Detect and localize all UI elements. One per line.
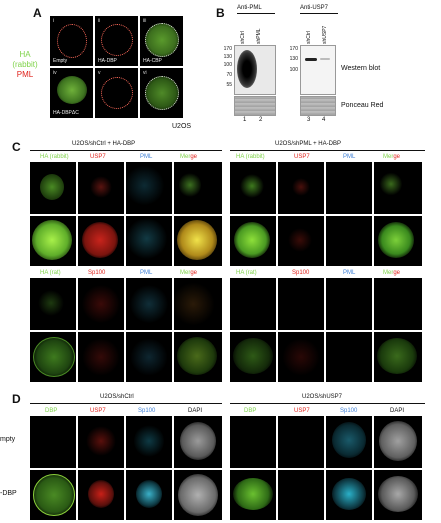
col-header-ha-rat: HA (rat) xyxy=(40,270,61,276)
panel-c-right-rule xyxy=(230,150,425,151)
panel-c-image xyxy=(230,332,276,382)
nucleus-signal xyxy=(57,76,87,104)
panel-d-image xyxy=(78,416,124,468)
panel-d-image xyxy=(126,470,172,520)
lane-number: 3 xyxy=(307,117,311,123)
mw-marker: 100 xyxy=(289,67,298,73)
panel-c-image xyxy=(326,278,372,330)
nucleus-signal xyxy=(145,76,179,110)
cell-number: ii xyxy=(98,18,101,24)
panel-c-image xyxy=(230,278,276,330)
panel-d-image xyxy=(174,470,222,520)
lane-number: 1 xyxy=(243,117,247,123)
col-header-sp100-right: Sp100 xyxy=(292,270,310,276)
panel-d-image xyxy=(126,416,172,468)
panel-c-letter: C xyxy=(12,140,21,154)
lane-number: 4 xyxy=(322,117,326,123)
panel-c-right-title: U2OS/shPML + HA-DBP xyxy=(275,141,341,147)
panel-d-letter: D xyxy=(12,392,21,406)
panel-c-image xyxy=(174,332,222,382)
ponceau-label: Ponceau Red xyxy=(341,102,384,109)
ponceau-stain-left xyxy=(234,96,276,116)
panel-d-image xyxy=(278,470,324,520)
panel-c-image xyxy=(78,332,124,382)
col-header-sp100-d-right: Sp100 xyxy=(340,408,358,414)
panel-c-image xyxy=(374,162,422,214)
panel-c-left-rule xyxy=(30,150,222,151)
lane-label: shPML xyxy=(256,28,262,44)
col-header-pml-right: PML xyxy=(343,154,356,160)
panel-c-image xyxy=(174,216,222,266)
panel-c-image xyxy=(278,162,324,214)
panel-d-image xyxy=(230,470,276,520)
panel-d-left-rule xyxy=(30,403,222,404)
lane-label: shCtrl xyxy=(240,30,246,44)
ponceau-stain-right xyxy=(300,96,336,116)
panel-a-legend xyxy=(4,50,46,80)
panel-d-image xyxy=(174,416,222,468)
col-header-usp7: USP7 xyxy=(90,154,106,160)
col-header-merge: Merge xyxy=(180,154,198,160)
col-header-usp7-d-right: USP7 xyxy=(294,408,310,414)
panel-d-right-rule xyxy=(230,403,425,404)
mw-marker: 170 xyxy=(289,46,298,52)
panel-c-image xyxy=(126,332,172,382)
cell-number: vi xyxy=(143,70,147,76)
panel-c-image xyxy=(174,278,222,330)
panel-c-image xyxy=(30,278,76,330)
panel-c-image xyxy=(278,332,324,382)
cell-line-label: U2OS xyxy=(172,123,192,130)
row-label-empty: mpty xyxy=(0,436,16,443)
panel-c-image xyxy=(230,162,276,214)
pml-smear xyxy=(237,50,257,88)
panel-d-image xyxy=(230,416,276,468)
panel-a-letter: A xyxy=(33,6,42,20)
col-header-merge-right: Merge xyxy=(383,154,401,160)
panel-c-image xyxy=(278,216,324,266)
panel-d-image xyxy=(326,416,372,468)
mw-marker: 170 xyxy=(223,46,232,52)
lane-label: shUSP7 xyxy=(322,25,328,44)
col-header-sp100: Sp100 xyxy=(88,270,106,276)
panel-c-image xyxy=(30,162,76,214)
anti-usp7-label: Anti-USP7 xyxy=(300,5,329,11)
col-header-dbp: DBP xyxy=(45,408,58,414)
panel-d-image xyxy=(374,416,422,468)
cell-number: v xyxy=(98,70,101,76)
panel-c-image xyxy=(78,216,124,266)
panel-c-image xyxy=(126,278,172,330)
cell-caption: HA-DBP xyxy=(98,58,117,64)
panel-a-cell-vi xyxy=(140,68,183,118)
panel-c-image xyxy=(374,216,422,266)
panel-c-image xyxy=(326,216,372,266)
nucleus-outline xyxy=(57,24,87,58)
col-header-pml-2-right: PML xyxy=(343,270,356,276)
col-header-sp100-d: Sp100 xyxy=(138,408,156,414)
mw-marker: 55 xyxy=(226,82,232,88)
legend-pml: PML xyxy=(16,70,34,79)
col-header-dapi-right: DAPI xyxy=(390,408,405,414)
panel-d-image xyxy=(78,470,124,520)
panel-d-right-title: U2OS/shUSP7 xyxy=(302,394,343,400)
panel-c-image xyxy=(126,216,172,266)
panel-c-image xyxy=(374,278,422,330)
row-label-dbp: -DBP xyxy=(0,490,17,497)
legend-rabbit: (rabbit) xyxy=(12,60,38,69)
panel-c-image xyxy=(30,332,76,382)
mw-marker: 100 xyxy=(223,62,232,68)
col-header-usp7-d: USP7 xyxy=(90,408,106,414)
cell-caption: HA-CBP xyxy=(143,58,162,64)
col-header-usp7-right: USP7 xyxy=(294,154,310,160)
col-header-merge-2-right: Merge xyxy=(383,270,401,276)
usp7-band xyxy=(305,58,317,61)
panel-d-image xyxy=(326,470,372,520)
nucleus-outline xyxy=(101,24,133,56)
col-header-ha-rat-right: HA (rat) xyxy=(236,270,257,276)
anti-pml-label: Anti-PML xyxy=(237,5,262,11)
western-blot-pml xyxy=(234,45,276,95)
panel-c-image xyxy=(230,216,276,266)
panel-c-image xyxy=(326,332,372,382)
panel-d-image xyxy=(278,416,324,468)
panel-a-cell-v xyxy=(95,68,138,118)
col-header-ha-rabbit-right: HA (rabbit) xyxy=(236,154,265,160)
panel-a-cell-i xyxy=(50,16,93,66)
panel-d-image xyxy=(374,470,422,520)
panel-d-image xyxy=(30,416,76,468)
col-header-pml-2: PML xyxy=(140,270,153,276)
lane-label: shCtrl xyxy=(306,30,312,44)
cell-number: i xyxy=(53,18,55,24)
panel-a-cell-ii xyxy=(95,16,138,66)
col-header-dbp-right: DBP xyxy=(244,408,257,414)
panel-c-image xyxy=(78,278,124,330)
nucleus-outline xyxy=(101,77,133,109)
western-blot-usp7 xyxy=(300,45,336,95)
cell-number: iv xyxy=(53,70,57,76)
nucleus-signal xyxy=(145,23,179,57)
panel-c-image xyxy=(78,162,124,214)
panel-c-image xyxy=(278,278,324,330)
panel-a-cell-iii xyxy=(140,16,183,66)
anti-pml-rule xyxy=(237,13,275,14)
panel-d-left-title: U2OS/shCtrl xyxy=(100,394,134,400)
panel-d-image xyxy=(30,470,76,520)
col-header-dapi: DAPI xyxy=(188,408,203,414)
lane-number: 2 xyxy=(259,117,263,123)
panel-c-image xyxy=(374,332,422,382)
cell-caption: Empty xyxy=(53,58,68,64)
panel-c-image xyxy=(174,162,222,214)
cell-caption: HA-DBPΔC xyxy=(53,110,79,116)
panel-c-image xyxy=(30,216,76,266)
mw-marker: 130 xyxy=(289,56,298,62)
col-header-merge-2: Merge xyxy=(180,270,198,276)
anti-usp7-rule xyxy=(300,13,338,14)
panel-c-image xyxy=(326,162,372,214)
usp7-band-faint xyxy=(320,58,330,60)
legend-ha: HA xyxy=(19,50,31,59)
panel-c-left-title: U2OS/shCtrl + HA-DBP xyxy=(72,141,136,147)
col-header-pml: PML xyxy=(140,154,153,160)
panel-b-letter: B xyxy=(216,6,225,20)
western-blot-label: Western blot xyxy=(341,65,381,72)
cell-number: iii xyxy=(143,18,147,24)
mw-marker: 70 xyxy=(226,72,232,78)
panel-a-cell-iv xyxy=(50,68,93,118)
col-header-ha-rabbit: HA (rabbit) xyxy=(40,154,69,160)
panel-c-image xyxy=(126,162,172,214)
mw-marker: 130 xyxy=(223,54,232,60)
